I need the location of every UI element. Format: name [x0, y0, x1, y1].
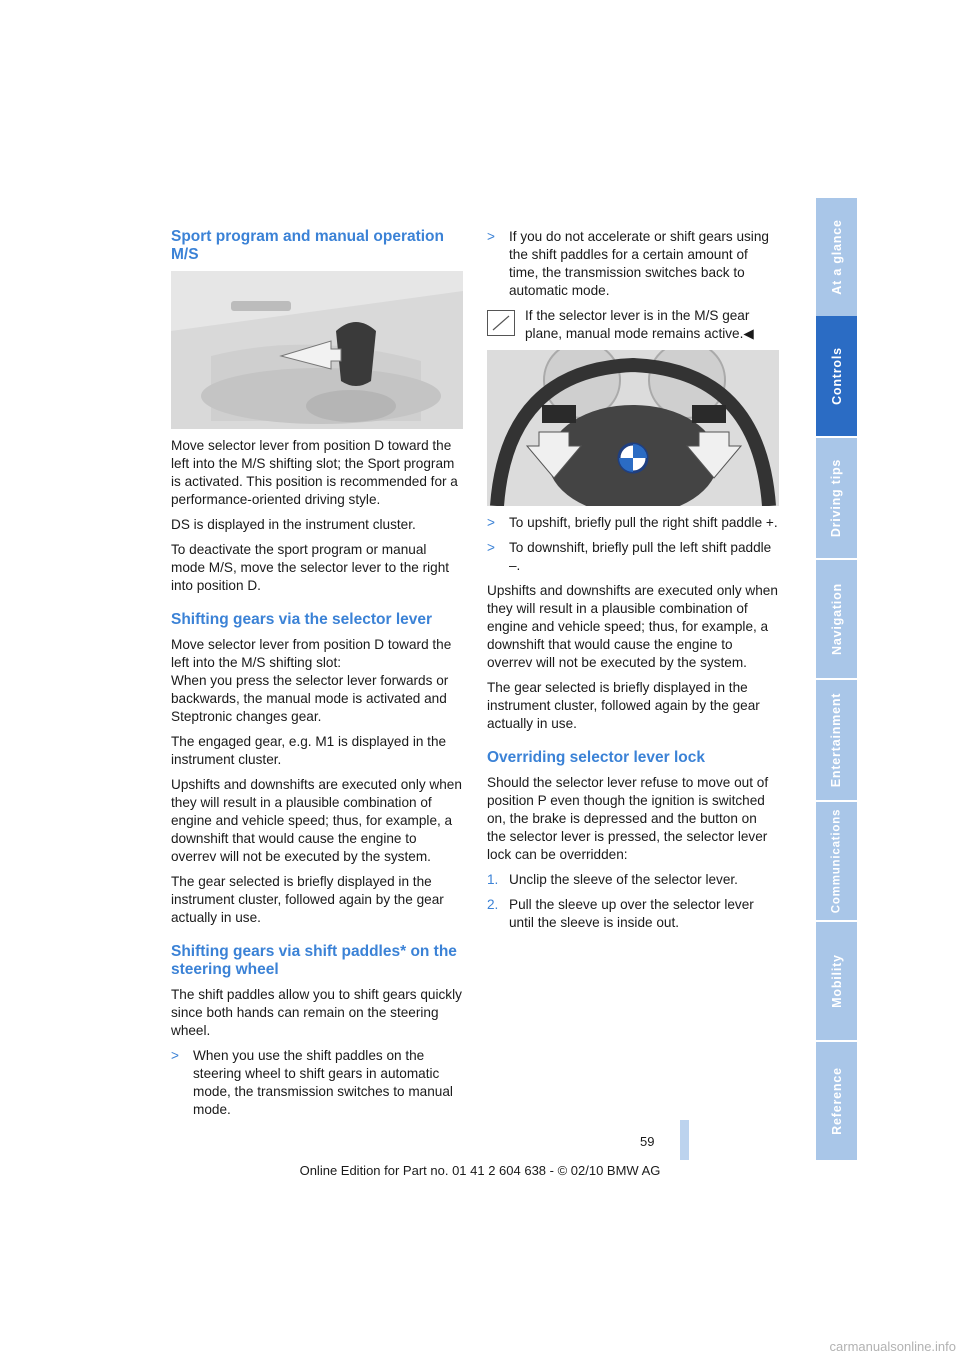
paragraph-upshifts-left: Upshifts and downshifts are executed only when they will result in a plausible combination of engine and vehicle speed; thus, for example, a downshift that would cause the engine to overrev will not be executed by the system. — [171, 777, 462, 864]
watermark: carmanualsonline.info — [829, 1339, 956, 1354]
bullet-upshift — [487, 514, 779, 532]
paragraph-deactivate: To deactivate the sport program or manual mode M/S, move the selector lever to the right into position D. — [171, 542, 450, 593]
sidebar-tab-controls[interactable] — [816, 316, 857, 436]
paragraph-override: Should the selector lever refuse to move out of position P even though the ignition is switched on, the brake is depressed and the button on the selector lever is pressed, the selector lever lock can be overridden: — [487, 775, 769, 862]
paragraph-shift-paddles: The shift paddles allow you to shift gears quickly since both hands can remain on the steering wheel. — [171, 987, 462, 1038]
sidebar-tab-entertainment[interactable] — [816, 678, 857, 800]
left-column — [171, 228, 463, 1126]
page-number: 59 — [640, 1134, 655, 1149]
sidebar-tab-label: Controls — [829, 347, 844, 405]
paragraph-engaged-gear: The engaged gear, e.g. M1 is displayed in the instrument cluster. — [171, 734, 447, 767]
paragraph-gear-selected-right: The gear selected is briefly displayed in the instrument cluster, followed again by the gear actually in use. — [487, 680, 760, 731]
bullet-paddles-manual — [171, 1047, 463, 1119]
footer-edition: Online Edition for Part no. 01 41 2 604 638 - © 02/10 BMW AG — [299, 1163, 661, 1178]
paragraph-upshifts-right: Upshifts and downshifts are executed only when they will result in a plausible combination of engine and vehicle speed; thus, for example, a downshift that would cause the engine to overrev will not be executed by the system. — [487, 583, 778, 670]
bullet-marker: > — [171, 1048, 179, 1063]
paragraph-ds-displayed: DS is displayed in the instrument cluster. — [171, 517, 416, 532]
bullet-text: To upshift, briefly pull the right shift paddle +. — [509, 515, 778, 530]
sidebar-tab-label: Navigation — [829, 583, 844, 655]
paragraph-selector-line-2: When you press the selector lever forwards or backwards, the manual mode is activated and Steptronic changes gear. — [171, 673, 449, 724]
note-icon — [487, 310, 515, 336]
section-sidebar — [816, 198, 857, 1160]
note-icon-graphic — [488, 311, 514, 335]
step-number: 2. — [487, 897, 499, 912]
sidebar-tab-reference[interactable] — [816, 1040, 857, 1160]
step-item — [487, 896, 779, 932]
selector-lever-drawing — [171, 271, 463, 429]
page-marker — [680, 1120, 689, 1160]
sidebar-tab-label: At a glance — [829, 219, 844, 295]
sidebar-tab-label: Entertainment — [829, 692, 844, 788]
sidebar-tab-label: Driving tips — [829, 458, 844, 538]
bullet-text: To downshift, briefly pull the left shift paddle –. — [509, 540, 772, 573]
sidebar-tab-label: Mobility — [829, 954, 844, 1008]
bullet-text: If you do not accelerate or shift gears using the shift paddles for a certain amount of time, the transmission switches back to automatic mode. — [509, 229, 769, 298]
sidebar-tab-driving-tips[interactable] — [816, 436, 857, 558]
sidebar-tab-label: Reference — [829, 1067, 844, 1135]
steering-wheel-illustration — [487, 350, 779, 506]
bullet-text: When you use the shift paddles on the steering wheel to shift gears in automatic mode, the transmission switches to manual mode. — [193, 1048, 453, 1117]
sidebar-tab-label: Communications — [830, 808, 843, 914]
paragraph-gear-selected-left: The gear selected is briefly displayed in the instrument cluster, followed again by the gear actually in use. — [171, 874, 444, 925]
paragraph-move-intro: Move selector lever from position D toward the left into the M/S shifting slot; the Sport program is activated. This position is recommended for a performance-oriented driving style. — [171, 438, 458, 507]
sidebar-tab-at-a-glance[interactable] — [816, 198, 857, 316]
heading-sport-program: Sport program and manual operation M/S — [171, 228, 444, 263]
heading-shift-paddles: Shifting gears via shift paddles* on the steering wheel — [171, 943, 457, 978]
step-text: Pull the sleeve up over the selector lever until the sleeve is inside out. — [509, 897, 754, 930]
bullet-marker: > — [487, 229, 495, 244]
bullet-marker: > — [487, 515, 495, 530]
heading-override-lock: Overriding selector lever lock — [487, 749, 705, 766]
steering-wheel-drawing — [487, 350, 779, 506]
note-text: If the selector lever is in the M/S gear plane, manual mode remains active.◀ — [525, 308, 754, 341]
bullet-no-accelerate — [487, 228, 779, 300]
paragraph-selector-lever — [171, 636, 463, 726]
sidebar-tab-communications[interactable] — [816, 800, 857, 920]
bullet-marker: > — [487, 540, 495, 555]
step-item — [487, 871, 779, 889]
note-block — [487, 307, 779, 343]
paragraph-selector-line-1: Move selector lever from position D toward the left into the M/S shifting slot: — [171, 637, 452, 670]
heading-selector-lever: Shifting gears via the selector lever — [171, 611, 433, 628]
sidebar-tab-navigation[interactable] — [816, 558, 857, 678]
right-column — [487, 228, 779, 939]
sidebar-tab-mobility[interactable] — [816, 920, 857, 1040]
selector-lever-illustration — [171, 271, 463, 429]
bullet-downshift — [487, 539, 779, 575]
step-text: Unclip the sleeve of the selector lever. — [509, 872, 738, 887]
step-number: 1. — [487, 872, 499, 887]
